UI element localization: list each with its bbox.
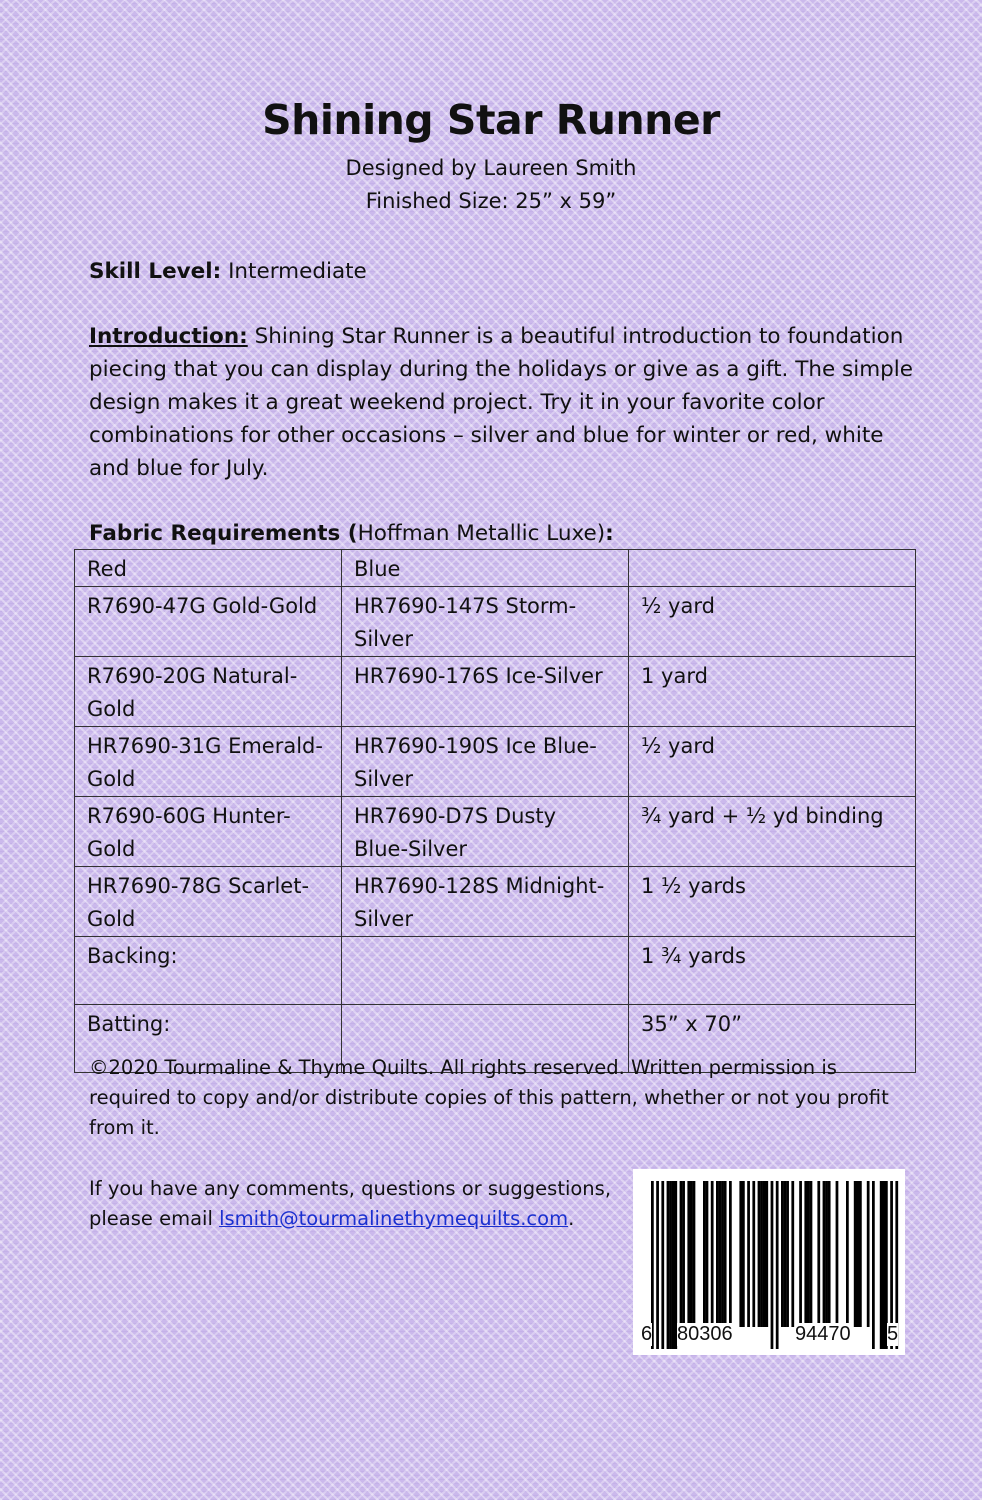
barcode-bar <box>854 1181 857 1327</box>
barcode-bar <box>804 1181 807 1327</box>
barcode-bar <box>739 1181 742 1327</box>
barcode-bar <box>706 1181 709 1327</box>
barcode-bar <box>687 1181 690 1327</box>
skill-level-value: Intermediate <box>221 259 367 284</box>
table-row <box>75 867 916 937</box>
designer-credit: Designed by Laureen Smith <box>345 156 637 180</box>
barcode-bar <box>856 1181 859 1327</box>
barcode-bar <box>781 1181 784 1327</box>
barcode-bar <box>680 1181 683 1327</box>
table-cell <box>342 937 629 1005</box>
email-link[interactable]: lsmith@tourmalinethymequilts.com <box>219 1207 569 1230</box>
barcode-bar <box>859 1181 862 1327</box>
introduction-label: Introduction: <box>89 324 248 349</box>
page-title: Shining Star Runner <box>262 96 720 144</box>
table-cell: R7690-20G Natural-Gold <box>75 657 342 727</box>
barcode-bar <box>817 1181 820 1327</box>
barcode-bar <box>786 1181 789 1327</box>
fabric-requirements-heading <box>89 517 919 550</box>
introduction-text: Shining Star Runner is a beautiful introduction to foundation piecing that you can display during the holidays or give as a gift. The simple design makes it a great weekend project. Try it in your favorite color combinations for other occasions – silver and blue for winter or red, white and blue for July. <box>89 324 913 481</box>
barcode-bar <box>719 1181 722 1327</box>
barcode-check-digit: 5 <box>887 1323 899 1345</box>
barcode-bar <box>784 1181 787 1327</box>
barcode-bar <box>765 1181 768 1327</box>
table-row <box>75 657 916 727</box>
barcode-left-group: 80306 <box>677 1323 733 1345</box>
barcode-bar <box>742 1181 745 1327</box>
table-cell: 35” x 70” <box>629 1005 916 1073</box>
barcode <box>633 1169 905 1355</box>
barcode-bar <box>810 1181 813 1327</box>
barcode-bar <box>825 1181 828 1327</box>
barcode-bar <box>703 1181 706 1327</box>
barcode-bar <box>752 1181 755 1327</box>
barcode-bar <box>721 1181 724 1327</box>
barcode-bar <box>747 1181 750 1327</box>
barcode-bar <box>758 1181 761 1327</box>
table-cell: HR7690-190S Ice Blue-Silver <box>342 727 629 797</box>
barcode-bar <box>729 1181 732 1327</box>
table-cell: HR7690-31G Emerald-Gold <box>75 727 342 797</box>
fabric-requirements-table <box>74 549 916 1073</box>
copyright-notice: ©2020 Tourmaline & Thyme Quilts. All rights reserved. Written permission is required to copy and/or distribute copies of this pattern, whether or not you profit from it. <box>89 1056 889 1139</box>
table-row <box>75 797 916 867</box>
finished-size: Finished Size: 25” x 59” <box>365 189 617 213</box>
table-row <box>75 937 916 1005</box>
contact-end: . <box>568 1207 575 1230</box>
barcode-bar <box>724 1181 727 1327</box>
table-cell: Backing: <box>75 937 342 1005</box>
table-cell: Batting: <box>75 1005 342 1073</box>
table-cell: HR7690-176S Ice-Silver <box>342 657 629 727</box>
barcode-bar <box>846 1181 849 1327</box>
table-row <box>75 727 916 797</box>
table-cell: 1 ½ yards <box>629 867 916 937</box>
fabric-heading-label: Fabric Requirements ( <box>89 521 358 546</box>
barcode-bar <box>867 1181 870 1327</box>
table-cell: ½ yard <box>629 727 916 797</box>
barcode-bar <box>760 1181 763 1327</box>
barcode-bar <box>682 1181 685 1327</box>
table-cell: HR7690-147S Storm-Silver <box>342 587 629 657</box>
barcode-bar <box>791 1181 794 1327</box>
table-cell: 1 ¾ yards <box>629 937 916 1005</box>
table-cell: 1 yard <box>629 657 916 727</box>
barcode-bar <box>693 1181 696 1327</box>
introduction-paragraph <box>89 320 919 485</box>
header-cell-blue: Blue <box>342 550 629 587</box>
barcode-bar <box>823 1181 826 1327</box>
barcode-bar <box>690 1181 693 1327</box>
barcode-first-digit: 6 <box>641 1323 653 1345</box>
skill-level <box>89 255 919 288</box>
table-cell: HR7690-D7S Dusty Blue-Silver <box>342 797 629 867</box>
table-cell: HR7690-78G Scarlet-Gold <box>75 867 342 937</box>
header-cell-amount <box>629 550 916 587</box>
barcode-bar <box>763 1181 766 1327</box>
skill-level-label: Skill Level: <box>89 259 222 284</box>
barcode-bar <box>711 1181 714 1327</box>
barcode-bar <box>836 1181 839 1327</box>
barcode-digits <box>633 1319 905 1349</box>
fabric-heading-colon: : <box>605 521 614 546</box>
barcode-bar <box>828 1181 831 1327</box>
table-cell: R7690-60G Hunter-Gold <box>75 797 342 867</box>
table-cell: R7690-47G Gold-Gold <box>75 587 342 657</box>
table-header-row <box>75 550 916 587</box>
barcode-bar <box>716 1181 719 1327</box>
fabric-brand: Hoffman Metallic Luxe) <box>357 521 606 546</box>
table-cell: ½ yard <box>629 587 916 657</box>
barcode-bar <box>799 1181 802 1327</box>
header-cell-red: Red <box>75 550 342 587</box>
contact-prompt: If you have any comments, questions or suggestions, please email <box>89 1177 612 1230</box>
table-cell: ¾ yard + ½ yd binding <box>629 797 916 867</box>
table-cell: HR7690-128S Midnight-Silver <box>342 867 629 937</box>
barcode-right-group: 94470 <box>795 1323 851 1345</box>
contact-text <box>89 1174 649 1234</box>
barcode-bar <box>807 1181 810 1327</box>
table-row <box>75 587 916 657</box>
